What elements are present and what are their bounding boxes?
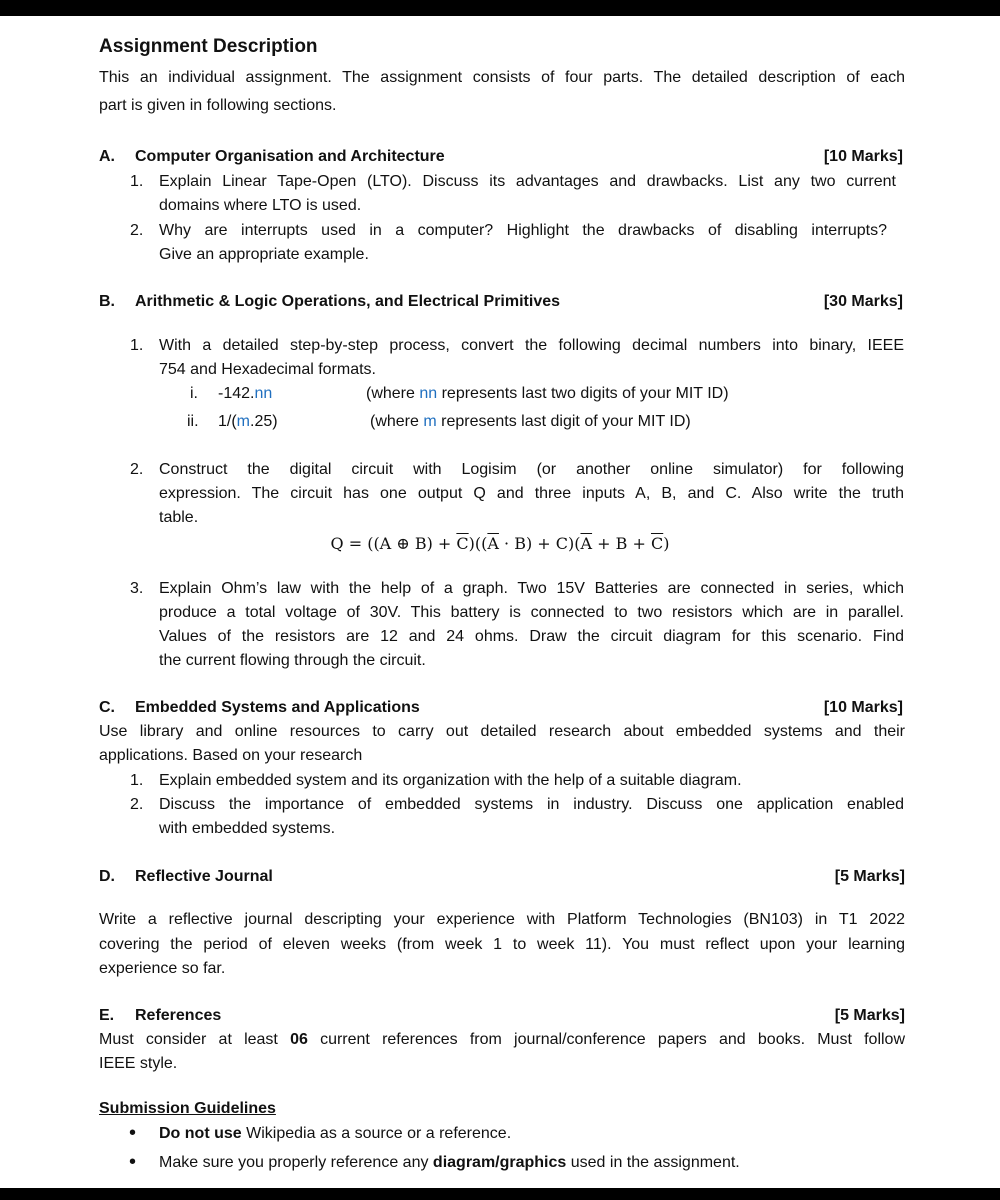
section-d-marks: [5 Marks] bbox=[834, 868, 905, 885]
section-e-marks: [5 Marks] bbox=[834, 1007, 905, 1024]
sub-item-ii-note: (where m represents last digit of your MIT ID) bbox=[370, 413, 691, 430]
section-d-body-line-3: experience so far. bbox=[99, 960, 226, 977]
submission-bullet-2: Make sure you properly reference any diagram/graphics used in the assignment. bbox=[159, 1154, 740, 1171]
section-d-body-line-1: Write a reflective journal descripting your experience with Platform Technologies (BN103) in T1 2022 bbox=[99, 911, 905, 928]
section-c-letter: C. bbox=[99, 699, 115, 716]
sub-item-i-number: i. bbox=[190, 385, 198, 402]
section-c-q2-line-1: Discuss the importance of embedded systems in industry. Discuss one application enabled bbox=[159, 796, 904, 813]
section-d-body-line-2: covering the period of eleven weeks (from week 1 to week 11). You must reflect upon your learning bbox=[99, 936, 905, 953]
section-b-letter: B. bbox=[99, 293, 115, 310]
section-b-q2-line-2: expression. The circuit has one output Q and three inputs A, B, and C. Also write the truth bbox=[159, 485, 904, 502]
bullet-icon: • bbox=[129, 1122, 137, 1144]
section-a-q1-line-2: domains where LTO is used. bbox=[159, 197, 362, 214]
section-b-q1-number: 1. bbox=[130, 337, 144, 354]
section-a-letter: A. bbox=[99, 148, 115, 165]
sub-item-i-value: -142.nn bbox=[218, 385, 273, 402]
section-e-title: References bbox=[135, 1007, 222, 1024]
bottom-black-border bbox=[0, 1188, 1000, 1200]
sub-item-i-note: (where nn represents last two digits of your MIT ID) bbox=[366, 385, 729, 402]
section-d-title: Reflective Journal bbox=[135, 868, 273, 885]
section-c-q1-line-1: Explain embedded system and its organization with the help of a suitable diagram. bbox=[159, 772, 742, 789]
section-b-q3-line-2: produce a total voltage of 30V. This battery is connected to two resistors which are in parallel. bbox=[159, 604, 904, 621]
section-b-q3-line-3: Values of the resistors are 12 and 24 ohms. Draw the circuit diagram for this scenario. Find bbox=[159, 628, 904, 645]
section-b-q1-line-1: With a detailed step-by-step process, convert the following decimal numbers into binary, IEEE bbox=[159, 337, 904, 354]
section-b-title: Arithmetic & Logic Operations, and Electrical Primitives bbox=[135, 293, 561, 310]
section-c-q1-number: 1. bbox=[130, 772, 144, 789]
section-b-marks: [30 Marks] bbox=[823, 293, 903, 310]
section-c-q2-number: 2. bbox=[130, 796, 144, 813]
top-black-border bbox=[0, 0, 1000, 16]
section-b-q3-line-4: the current flowing through the circuit. bbox=[159, 652, 426, 669]
section-c-intro-line-2: applications. Based on your research bbox=[99, 747, 363, 764]
section-a-q2-number: 2. bbox=[130, 222, 144, 239]
section-c-marks: [10 Marks] bbox=[823, 699, 903, 716]
section-d-letter: D. bbox=[99, 868, 115, 885]
section-e-line-2: IEEE style. bbox=[99, 1055, 178, 1072]
section-a-title: Computer Organisation and Architecture bbox=[135, 148, 445, 165]
section-a-marks: [10 Marks] bbox=[823, 148, 903, 165]
submission-heading: Submission Guidelines bbox=[99, 1100, 276, 1117]
boolean-equation: Q = ((A ⊕ $B) + \overline{C})((\overline{A} \cdot B) + C)(\overline{A} + B + \overline{C})$ bbox=[330, 534, 670, 553]
section-c-q2-line-2: with embedded systems. bbox=[159, 820, 336, 837]
section-a-q2-line-2: Give an appropriate example. bbox=[159, 246, 369, 263]
section-b-q2-line-1: Construct the digital circuit with Logisim (or another online simulator) for following bbox=[159, 461, 904, 478]
sub-item-ii-value: 1/(m.25) bbox=[218, 413, 278, 430]
document-page bbox=[0, 16, 1000, 1188]
section-c-intro-line-1: Use library and online resources to carry out detailed research about embedded systems and their bbox=[99, 723, 905, 740]
section-b-q3-number: 3. bbox=[130, 580, 144, 597]
bullet-icon: • bbox=[129, 1151, 137, 1173]
intro-line-1: This an individual assignment. The assignment consists of four parts. The detailed description of each bbox=[99, 69, 905, 86]
section-c-title: Embedded Systems and Applications bbox=[135, 699, 420, 716]
page-title: Assignment Description bbox=[99, 36, 318, 57]
section-a-q1-line-1: Explain Linear Tape-Open (LTO). Discuss its advantages and drawbacks. List any two current bbox=[159, 173, 896, 190]
section-b-q2-number: 2. bbox=[130, 461, 144, 478]
submission-bullet-1: Do not use Wikipedia as a source or a reference. bbox=[159, 1125, 512, 1142]
section-a-q1-number: 1. bbox=[130, 173, 144, 190]
sub-item-ii-number: ii. bbox=[187, 413, 199, 430]
intro-line-2: part is given in following sections. bbox=[99, 97, 337, 114]
section-b-q3-line-1: Explain Ohm’s law with the help of a graph. Two 15V Batteries are connected in series, which bbox=[159, 580, 904, 597]
section-a-q2-line-1: Why are interrupts used in a computer? Highlight the drawbacks of disabling interrupts? bbox=[159, 222, 887, 239]
section-b-q2-line-3: table. bbox=[159, 509, 199, 526]
section-b-q1-line-2: 754 and Hexadecimal formats. bbox=[159, 361, 376, 378]
section-e-line-1: Must consider at least 06 current references from journal/conference papers and books. Must follow bbox=[99, 1031, 905, 1048]
section-e-letter: E. bbox=[99, 1007, 115, 1024]
